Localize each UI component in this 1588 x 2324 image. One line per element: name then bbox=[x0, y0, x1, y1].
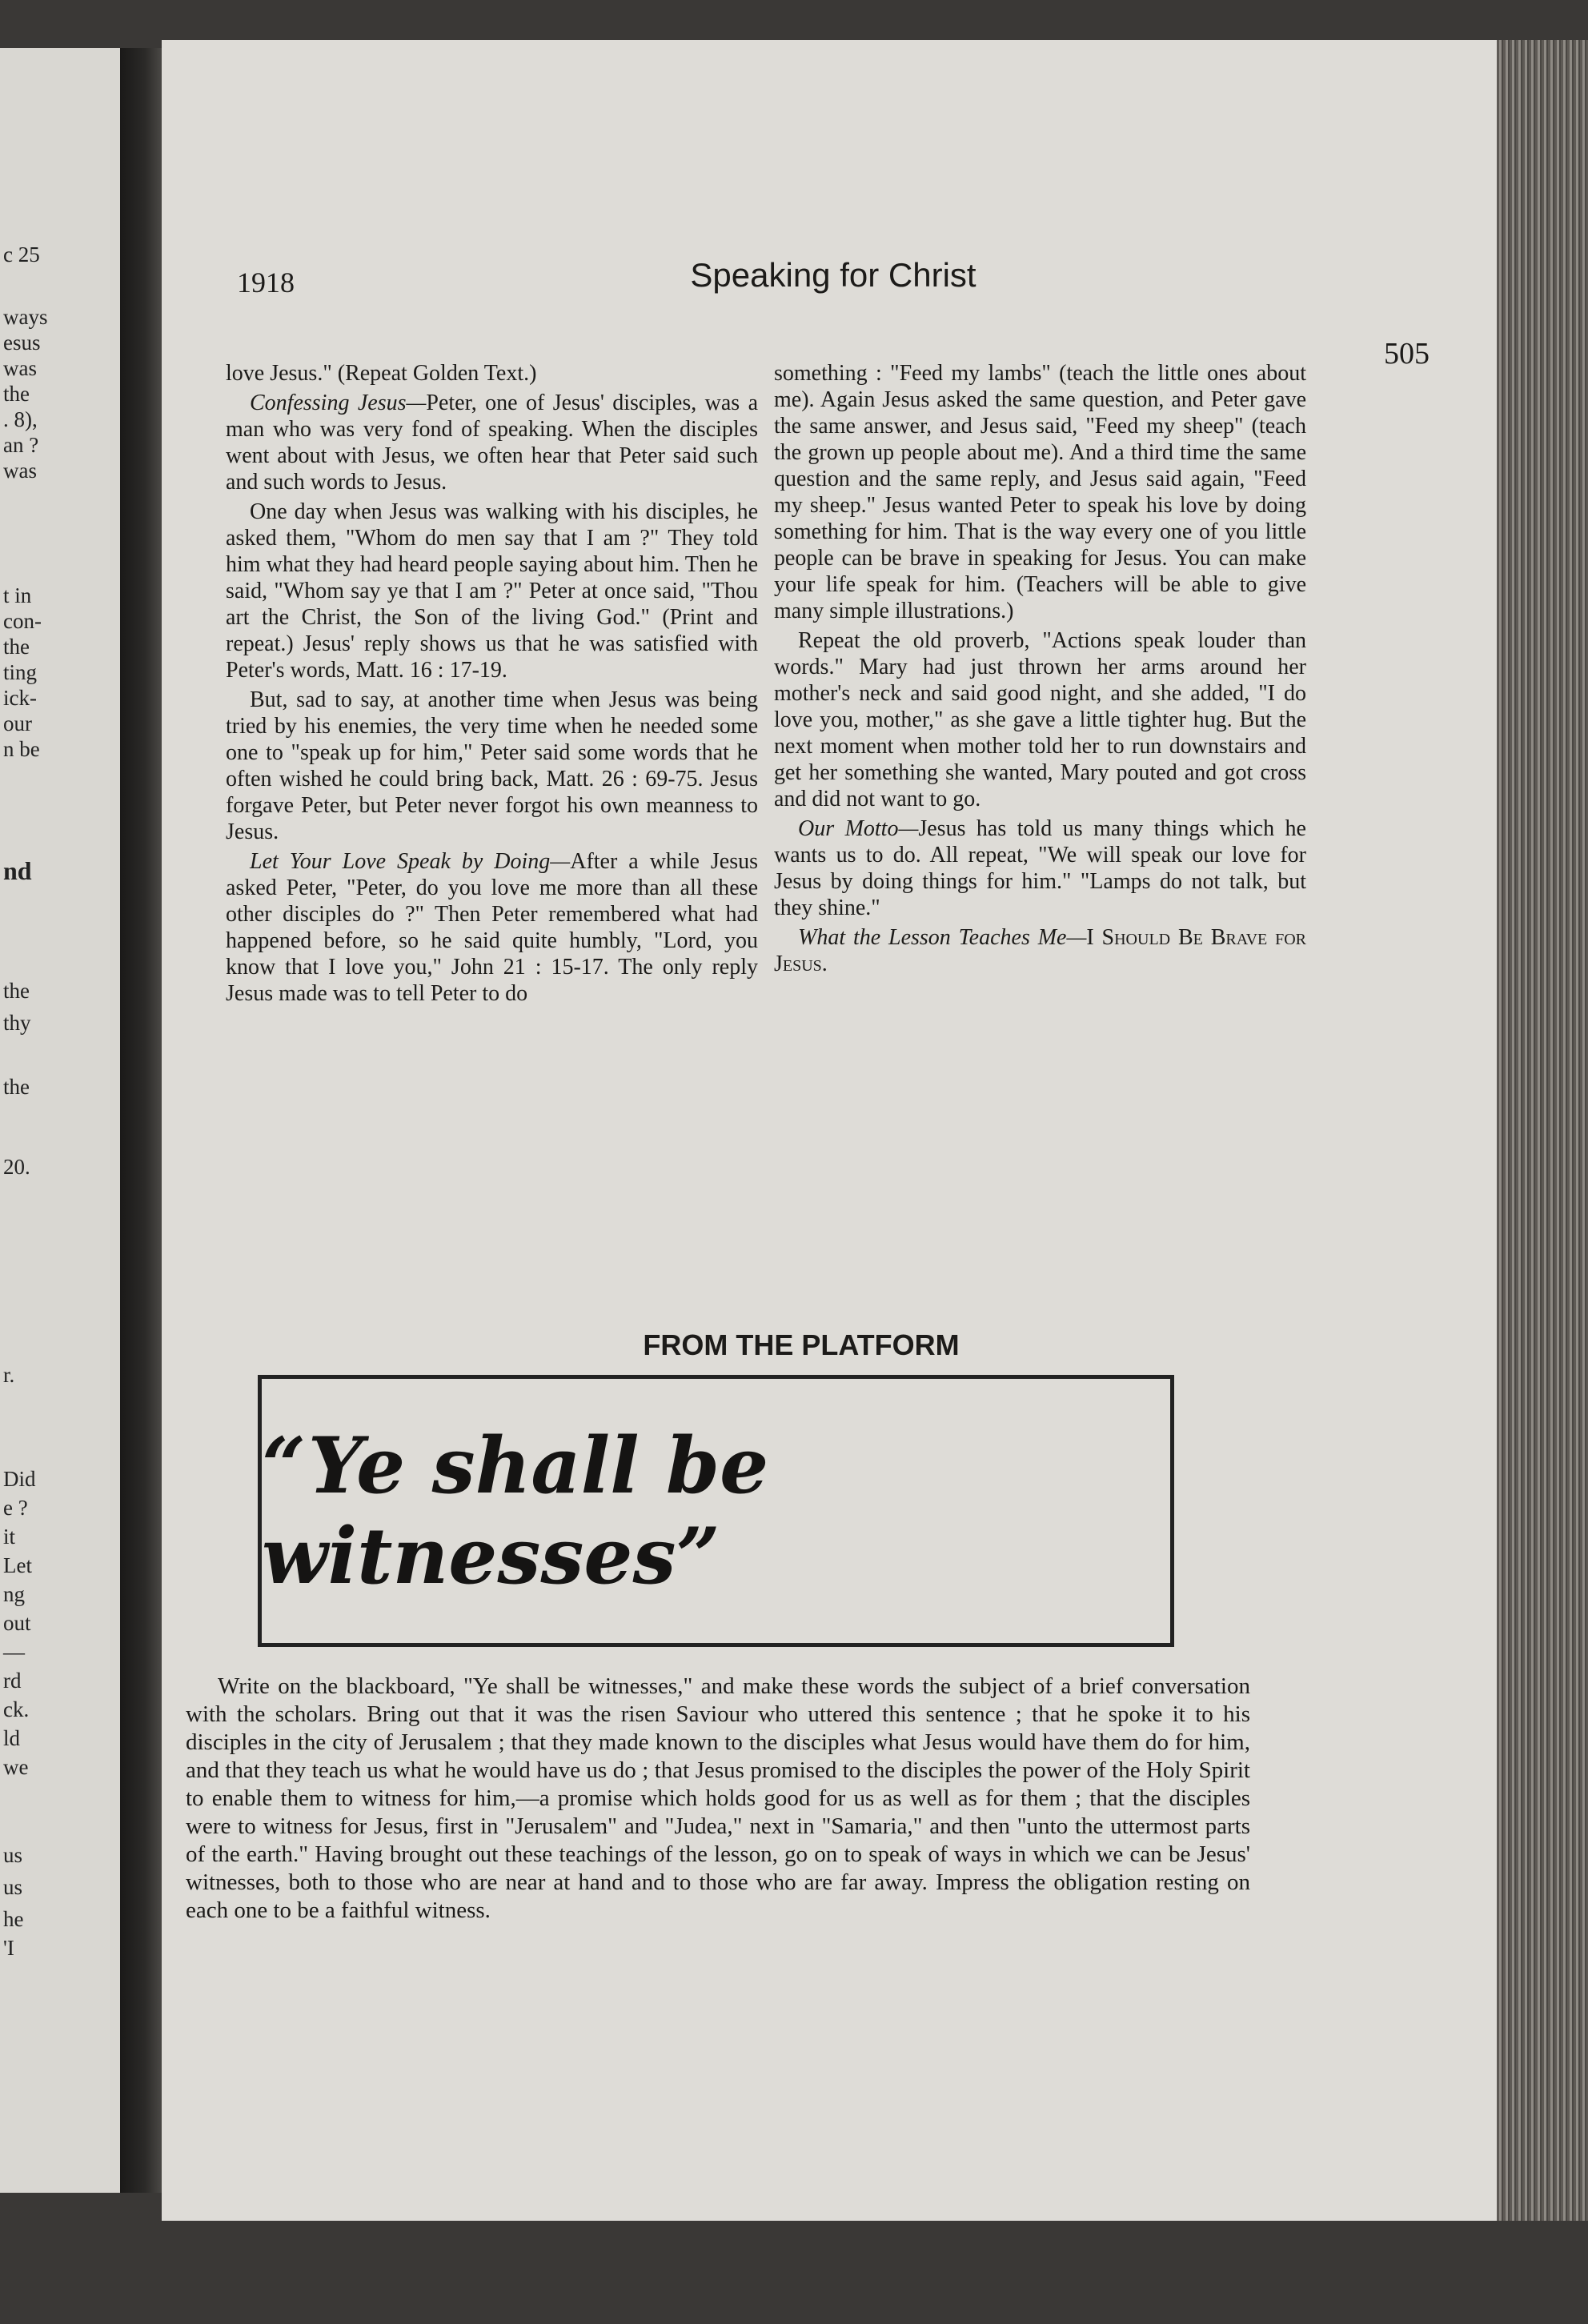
paragraph: something : "Feed my lambs" (teach the little ones about me). Again Jesus asked the same question, and Peter gave the same answer, and Jesus said, "Feed my sheep" (teach the grown up people about me). And a third time the same question and the same reply, and Jesus said again, "Feed my sheep." Jesus wanted Peter to speak his love by doing something for him. That is the way every one of you little people can be brave in speaking for Jesus. You can make your life speak for him. (Teachers will be able to give many simple illustrations.) bbox=[774, 361, 1306, 623]
facing-page-text: 20. bbox=[3, 1155, 30, 1179]
facing-page-text: . 8), bbox=[3, 407, 38, 431]
facing-page-text: t in bbox=[3, 583, 32, 607]
facing-page-text: rd bbox=[3, 1669, 22, 1693]
facing-page-text: Let bbox=[3, 1553, 32, 1577]
facing-page-text: Did bbox=[3, 1467, 36, 1491]
paragraph: But, sad to say, at another time when Jesus was being tried by his enemies, the very time when he needed some one to "speak up for him," Peter said some words that he often wished he could bring back, Matt. 26 : 69-75. Jesus forgave Peter, but Peter never forgot his own meanness to Jesus. bbox=[226, 687, 758, 844]
book-page bbox=[162, 40, 1497, 2221]
paragraph: love Jesus." (Repeat Golden Text.) bbox=[226, 361, 537, 386]
facing-page-text: an ? bbox=[3, 433, 39, 457]
facing-page-text: nd bbox=[3, 856, 32, 885]
text-column-right bbox=[774, 360, 1306, 1320]
paragraph: Confessing Jesus—Peter, one of Jesus' disciples, was a man who was very fond of speaking. When the disciples went about with Jesus, we often hear that Peter said such and such words to Jesus. bbox=[226, 391, 758, 495]
facing-page-text: thy bbox=[3, 1011, 31, 1035]
page-title: Speaking for Christ bbox=[690, 256, 976, 294]
facing-page-text: us bbox=[3, 1875, 23, 1899]
facing-page-text: ck. bbox=[3, 1697, 30, 1721]
facing-page-text: the bbox=[3, 635, 30, 659]
facing-page-text: ting bbox=[3, 660, 38, 684]
paragraph: What the Lesson Teaches Me—I Should Be Brave for Jesus. bbox=[774, 925, 1306, 976]
facing-page-text: our bbox=[3, 711, 32, 735]
header-year: 1918 bbox=[237, 266, 295, 299]
facing-page-text: r. bbox=[3, 1363, 15, 1387]
facing-page-text: ld bbox=[3, 1726, 21, 1750]
facing-page-text: the bbox=[3, 382, 30, 406]
paragraph: One day when Jesus was walking with his disciples, he asked them, "Whom do men say that I am ?" They told him what they had heard people saying about him. Then he said, "Whom say ye that I am ?" Peter at once said, "Thou art the Christ, the Son of the living God." (Print and repeat.) Jesus' reply shows us that he was satisfied with Peter's words, Matt. 16 : 17-19. bbox=[226, 499, 758, 683]
facing-page-text: — bbox=[3, 1640, 25, 1664]
facing-page-text: e ? bbox=[3, 1496, 28, 1520]
facing-page-text: was bbox=[3, 356, 37, 380]
blackboard-motto-box bbox=[258, 1375, 1174, 1647]
page-number: 505 bbox=[1384, 337, 1430, 371]
paragraph: Let Your Love Speak by Doing—After a while Jesus asked Peter, "Peter, do you love me more than all these other disciples do ?" Then Peter remembered what had happened before, so he said quite humbly, "Lord, you know that I love you," John 21 : 15-17. The only reply Jesus made was to tell Peter to do bbox=[226, 849, 758, 1006]
facing-page-text: we bbox=[3, 1755, 29, 1779]
facing-page-fragment bbox=[0, 48, 120, 2193]
facing-page-text: ways bbox=[3, 305, 48, 329]
platform-body bbox=[186, 1673, 1250, 1925]
facing-page-text: n be bbox=[3, 737, 40, 761]
facing-page-text: us bbox=[3, 1843, 23, 1867]
motto-text: “Ye shall be witnesses” bbox=[262, 1420, 769, 1601]
facing-page-text: the bbox=[3, 1075, 30, 1099]
running-head bbox=[237, 256, 1430, 371]
facing-page-text: con- bbox=[3, 609, 42, 633]
platform-heading: FROM THE PLATFORM bbox=[643, 1328, 960, 1361]
paragraph: Write on the blackboard, "Ye shall be witnesses," and make these words the subject of a brief conversation with the scholars. Bring out that it was the risen Saviour who uttered this sentence ; that he spoke it to his disciples in the city of Jerusalem ; that they made known to the disciples what Jesus would have them do for him, and that they teach us what he would have us do ; that Jesus promised to the disciples the power of the Holy Spirit to enable them to witness for him,—a promise which holds good for us as well as for them ; that the disciples were to witness for Jesus, first in "Jerusalem" and "Judea," next in "Samaria," and then "unto the uttermost parts of the earth." Having brought out these teachings of the lesson, go on to speak of ways in which we can be Jesus' witnesses, both to those who are near at hand and to those who are far away. Impress the obligation resting on each one to be a faithful witness. bbox=[186, 1673, 1250, 1923]
facing-page-text: the bbox=[3, 979, 30, 1003]
facing-page-text: ng bbox=[3, 1582, 25, 1606]
facing-page-text: esus bbox=[3, 331, 41, 355]
facing-page-text: he bbox=[3, 1907, 24, 1931]
book-gutter bbox=[120, 48, 162, 2193]
facing-page-text: ick- bbox=[3, 686, 37, 710]
page-edges bbox=[1497, 40, 1588, 2221]
facing-page-text: out bbox=[3, 1611, 31, 1635]
paragraph: Our Motto—Jesus has told us many things which he wants us to do. All repeat, "We will speak our love for Jesus by doing things for him." "Lamps do not talk, but they shine." bbox=[774, 816, 1306, 920]
text-column-left bbox=[226, 360, 758, 1320]
paragraph: Repeat the old proverb, "Actions speak louder than words." Mary had just thrown her arms around her mother's neck and said good night, and she added, "I do love you, mother," as she gave a little tighter hug. But the next moment when mother told her to run downstairs and get her something she wanted, Mary pouted and got cross and did not want to go. bbox=[774, 628, 1306, 811]
facing-page-text: c 25 bbox=[3, 242, 40, 266]
facing-page-text: was bbox=[3, 459, 37, 483]
facing-page-text: 'I bbox=[3, 1936, 14, 1960]
facing-page-text: it bbox=[3, 1525, 16, 1549]
